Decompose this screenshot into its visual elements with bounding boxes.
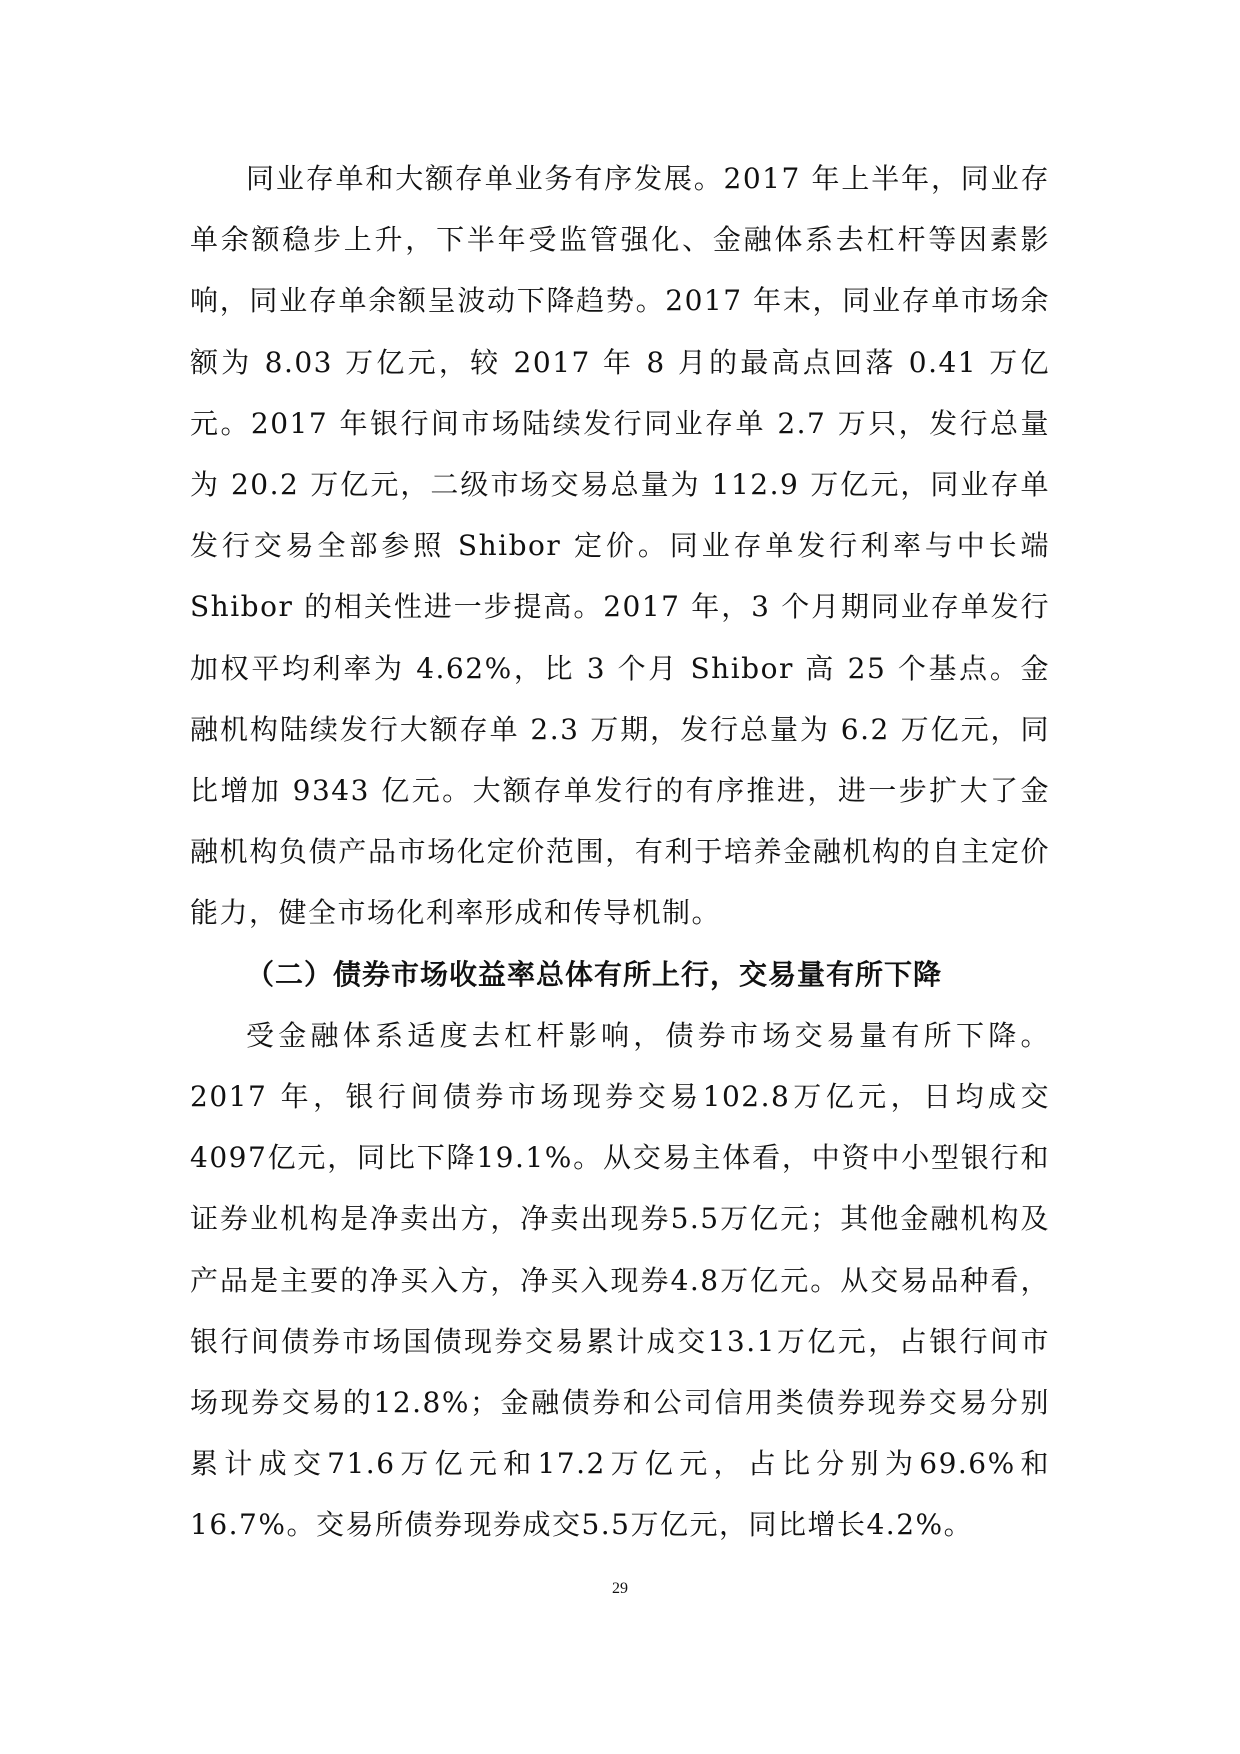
page-number: 29 <box>612 1580 628 1597</box>
section-heading: （二）债券市场收益率总体有所上行，交易量有所下降 <box>246 957 943 991</box>
paragraph-cd-and-large-deposits: 同业存单和大额存单业务有序发展。2017 年上半年，同业存单余额稳步上升，下半年受监管强化、金融体系去杠杆等因素影响，同业存单余额呈波动下降趋势。2017 年末，同业存单市场余额为 8.03 万亿元，较 2017 年 8 月的最高点回落 0.41 万亿元。2017 年银行间市场陆续发行同业存单 2.7 万只，发行总量为 20.2 万亿元，二级市场交易总量为 112.9 万亿元，同业存单发行交易全部参照 Shibor 定价。同业存单发行利率与中长端 Shibor 的相关性进一步提高。2017 年，3 个月期同业存单发行加权平均利率为 4.62%，比 3 个月 Shibor 高 25 个基点。金融机构陆续发行大额存单 2.3 万期，发行总量为 6.2 万亿元，同比增加 9343 亿元。大额存单发行的有序推进，进一步扩大了金融机构负债产品市场化定价范围，有利于培养金融机构的自主定价能力，健全市场化利率形成和传导机制。 <box>190 162 1050 930</box>
page-body <box>190 148 1050 1556</box>
paragraph-bond-trading: 受金融体系适度去杠杆影响，债券市场交易量有所下降。2017 年，银行间债券市场现券交易102.8万亿元，日均成交4097亿元，同比下降19.1%。从交易主体看，中资中小型银行和证券业机构是净卖出方，净卖出现券5.5万亿元；其他金融机构及产品是主要的净买入方，净买入现券4.8万亿元。从交易品种看，银行间债券市场国债现券交易累计成交13.1万亿元，占银行间市场现券交易的12.8%；金融债券和公司信用类债券现券交易分别累计成交71.6万亿元和17.2万亿元，占比分别为69.6%和16.7%。交易所债券现券成交5.5万亿元，同比增长4.2%。 <box>190 1018 1050 1542</box>
